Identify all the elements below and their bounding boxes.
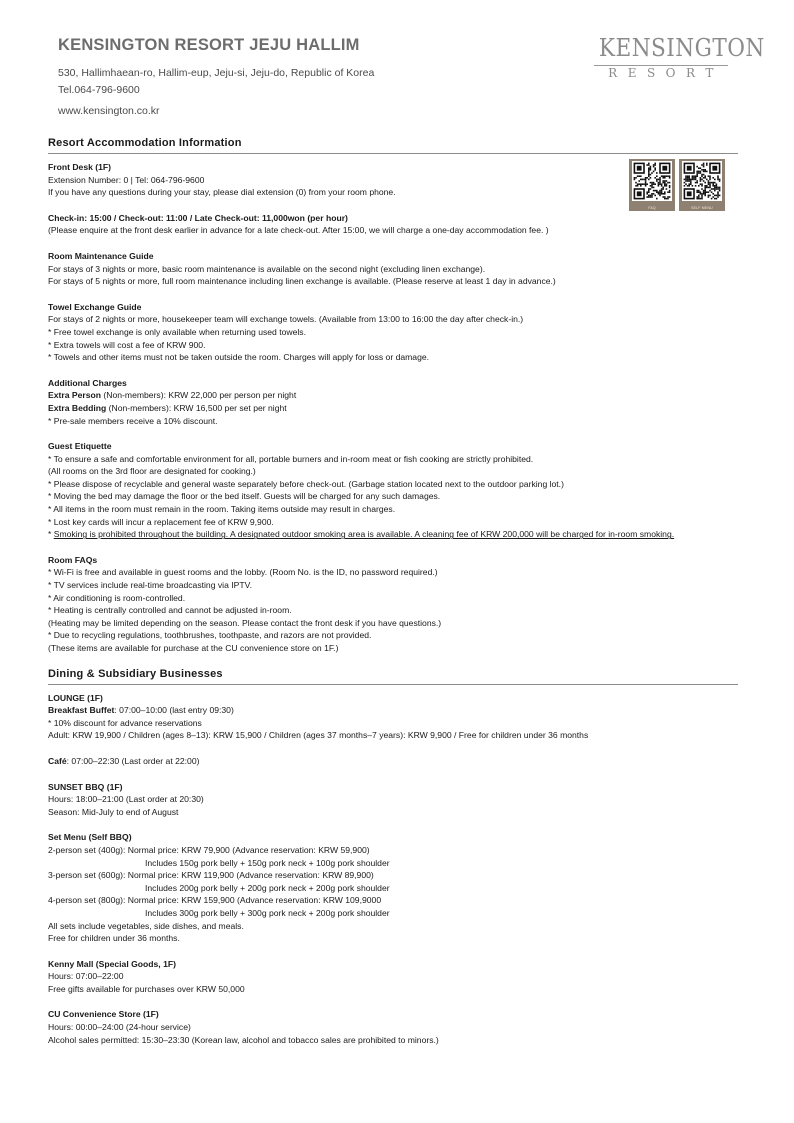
- info-line: [48, 528, 738, 541]
- qr-label: FAQ: [648, 206, 656, 210]
- info-line: * Moving the bed may damage the floor or the bed itself. Guests will be charged for any such damages.: [48, 491, 441, 502]
- line-value: (Non-members): KRW 16,500 per set per night: [106, 402, 287, 413]
- info-line: * TV services include real-time broadcasting via IPTV.: [48, 580, 252, 591]
- bullet-prefix: *: [48, 529, 54, 540]
- info-block: [48, 301, 738, 364]
- info-line: All sets include vegetables, side dishes, and meals.: [48, 920, 244, 931]
- info-line: Includes 150g pork belly + 150g pork neck + 100g pork shoulder: [145, 857, 390, 868]
- info-line: (Heating may be limited depending on the season. Please contact the front desk if you have questions.): [48, 617, 442, 628]
- info-line: Free for children under 36 months.: [48, 933, 180, 944]
- logo-subtitle: RESORT: [608, 66, 724, 80]
- info-block: [48, 781, 738, 819]
- info-line: Hours: 18:00–21:00 (Last order at 20:30): [48, 794, 204, 805]
- info-block: [48, 755, 738, 768]
- document-header: [58, 34, 765, 129]
- kensington-logo: [592, 34, 765, 84]
- block-title: Room Maintenance Guide: [48, 250, 154, 261]
- block-title: Kenny Mall (Special Goods, 1F): [48, 958, 176, 969]
- info-line: * Due to recycling regulations, toothbrushes, toothpaste, and razors are not provided.: [48, 630, 372, 641]
- info-block: [48, 377, 738, 427]
- block-title: Towel Exchange Guide: [48, 301, 142, 312]
- info-line: Free gifts available for purchases over KRW 50,000: [48, 983, 245, 994]
- block-title: Guest Etiquette: [48, 441, 112, 452]
- info-line: * Air conditioning is room-controlled.: [48, 592, 186, 603]
- info-line: * Extra towels will cost a fee of KRW 900.: [48, 339, 206, 350]
- info-line: * Please dispose of recyclable and general waste separately before check-out. (Garbage station located next to the outdoor parking lot.): [48, 478, 564, 489]
- info-line: [48, 755, 738, 768]
- block-title: Check-in: 15:00 / Check-out: 11:00 / Late Check-out: 11,000won (per hour): [48, 212, 348, 223]
- info-line: For stays of 5 nights or more, full room maintenance including linen exchange is available. (Please reserve at least 1 day in advance.): [48, 276, 556, 287]
- section-title: Dining & Subsidiary Businesses: [48, 668, 738, 685]
- info-block: [48, 250, 738, 288]
- info-line: [48, 704, 738, 717]
- info-line: [48, 389, 738, 402]
- line-label: Breakfast Buffet: [48, 705, 115, 716]
- line-label: Extra Bedding: [48, 402, 107, 413]
- block-title: SUNSET BBQ (1F): [48, 781, 123, 792]
- qr-label: SELF MENU: [691, 206, 713, 210]
- resort-website[interactable]: www.kensington.co.kr: [58, 105, 160, 117]
- line-value: (Non-members): KRW 22,000 per person per night: [101, 390, 297, 401]
- info-block: [48, 692, 738, 742]
- info-line: For stays of 2 nights or more, housekeeper team will exchange towels. (Available from 13:00 to 16:00 the day after check-in.): [48, 314, 524, 325]
- block-title: Room FAQs: [48, 554, 98, 565]
- info-line: 2-person set (400g): Normal price: KRW 79,900 (Advance reservation: KRW 59,900): [48, 844, 370, 855]
- info-line: Hours: 00:00–24:00 (24-hour service): [48, 1022, 191, 1033]
- info-line: Alcohol sales permitted: 15:30–23:30 (Korean law, alcohol and tobacco sales are prohibited to minors.): [48, 1034, 439, 1045]
- info-block: [48, 831, 738, 944]
- line-label: Café: [48, 755, 67, 766]
- info-line: Includes 300g pork belly + 300g pork neck + 200g pork shoulder: [145, 907, 390, 918]
- info-line: * Heating is centrally controlled and cannot be adjusted in-room.: [48, 605, 292, 616]
- logo-wordmark: KENSINGTON: [598, 34, 765, 62]
- info-line: * All items in the room must remain in the room. Taking items outside may result in charges.: [48, 504, 396, 515]
- info-line: (Please enquire at the front desk earlier in advance for a late check-out. After 15:00, we will charge a one-day accommodation fee. ): [48, 225, 549, 236]
- block-title: Front Desk (1F): [48, 162, 112, 172]
- smoking-notice: Smoking is prohibited throughout the building. A designated outdoor smoking area is available. A cleaning fee of KRW 200,000 will be charged for in-room smoking.: [53, 529, 675, 540]
- info-line: Extension Number: 0 | Tel: 064-796-9600: [48, 174, 205, 185]
- info-line: [48, 402, 738, 415]
- info-block: [48, 161, 738, 199]
- info-block: [48, 958, 738, 996]
- info-line: Season: Mid-July to end of August: [48, 806, 179, 817]
- info-line: * To ensure a safe and comfortable environment for all, portable burners and in-room meat or fish cooking are strictly prohibited.: [48, 453, 534, 464]
- resort-name: KENSINGTON RESORT JEJU HALLIM: [58, 36, 360, 54]
- info-block: [48, 212, 738, 237]
- info-line: For stays of 3 nights or more, basic room maintenance is available on the second night (excluding linen exchange).: [48, 263, 486, 274]
- info-line: (These items are available for purchase at the CU convenience store on 1F.): [48, 643, 339, 653]
- info-line: Includes 200g pork belly + 200g pork neck + 200g pork shoulder: [145, 882, 390, 893]
- info-line: (All rooms on the 3rd floor are designated for cooking.): [48, 466, 256, 477]
- section-title: Resort Accommodation Information: [48, 137, 738, 154]
- info-line: * Pre-sale members receive a 10% discount.: [48, 415, 218, 426]
- info-block: [48, 440, 738, 541]
- info-line: * Lost key cards will incur a replacement fee of KRW 9,900.: [48, 516, 274, 527]
- block-title: Additional Charges: [48, 377, 127, 388]
- line-label: Extra Person: [48, 390, 102, 401]
- info-line: * Free towel exchange is only available when returning used towels.: [48, 326, 306, 337]
- info-line: Adult: KRW 19,900 / Children (ages 8–13): KRW 15,900 / Children (ages 37 months–7 years): KRW 9,900 / Free for children under 36 months: [48, 730, 589, 741]
- block-title: Set Menu (Self BBQ): [48, 832, 132, 843]
- info-line: Hours: 07:00–22:00: [48, 971, 124, 982]
- line-value: : 07:00–10:00 (last entry 09:30): [114, 705, 234, 716]
- info-line: 4-person set (800g): Normal price: KRW 159,900 (Advance reservation: KRW 109,9000: [48, 895, 382, 906]
- info-line: If you have any questions during your stay, please dial extension (0) from your room phone.: [48, 187, 396, 198]
- block-title: LOUNGE (1F): [48, 692, 103, 703]
- info-line: * Towels and other items must not be taken outside the room. Charges will apply for loss or damage.: [48, 352, 430, 363]
- info-block: [48, 1008, 738, 1046]
- info-line: 3-person set (600g): Normal price: KRW 119,900 (Advance reservation: KRW 89,900): [48, 870, 374, 881]
- line-value: : 07:00–22:30 (Last order at 22:00): [66, 755, 200, 766]
- block-title: CU Convenience Store (1F): [48, 1009, 159, 1020]
- resort-tel: Tel.064-796-9600: [58, 84, 140, 96]
- resort-address: 530, Hallimhaean-ro, Hallim-eup, Jeju-si, Jeju-do, Republic of Korea: [58, 67, 375, 79]
- document-body: [48, 137, 738, 1059]
- info-block: [48, 554, 738, 655]
- info-line: * 10% discount for advance reservations: [48, 717, 202, 728]
- info-line: * Wi-Fi is free and available in guest rooms and the lobby. (Room No. is the ID, no password required.): [48, 567, 438, 578]
